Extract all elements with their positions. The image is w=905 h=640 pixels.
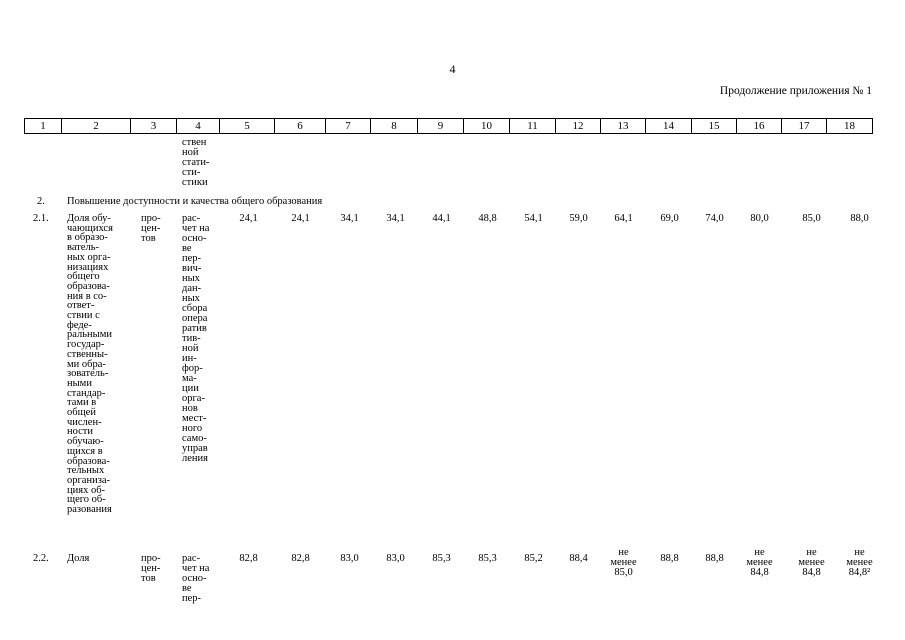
value-cell: не менее 84,8²	[846, 547, 873, 578]
header-cell: 4	[177, 119, 220, 134]
value-cell: 44,1	[432, 213, 451, 224]
continuation-note: Продолжение приложения № 1	[719, 85, 872, 97]
value-cell: 34,1	[386, 213, 405, 224]
unit: про- цен- тов	[141, 213, 161, 244]
header-cell: 17	[782, 119, 827, 134]
header-cell: 14	[646, 119, 692, 134]
value-cell: 48,8	[478, 213, 497, 224]
value-cell: 88,0	[850, 213, 869, 224]
header-cell: 10	[464, 119, 510, 134]
value-cell: 85,2	[524, 553, 543, 564]
value-cell: 83,0	[340, 553, 359, 564]
value-cell: не менее 84,8	[746, 547, 773, 578]
header-cell: 13	[601, 119, 646, 134]
value-cell: 88,4	[569, 553, 588, 564]
value-cell: 85,0	[802, 213, 821, 224]
value-cell: 24,1	[291, 213, 310, 224]
header-row	[25, 119, 873, 134]
header-cell: 9	[418, 119, 464, 134]
header-cell: 5	[220, 119, 275, 134]
header-cell: 15	[692, 119, 737, 134]
value-cell: 83,0	[386, 553, 405, 564]
value-cell: 69,0	[660, 213, 679, 224]
value-cell: 80,0	[750, 213, 769, 224]
indicator-name: Доля	[67, 553, 90, 564]
value-cell: 82,8	[291, 553, 310, 564]
value-cell: 54,1	[524, 213, 543, 224]
header-cell: 1	[25, 119, 62, 134]
value-cell: не менее 84,8	[798, 547, 825, 578]
value-cell: 85,3	[478, 553, 497, 564]
header-cell: 7	[326, 119, 371, 134]
value-cell: 88,8	[705, 553, 724, 564]
section-title: Повышение доступности и качества общего образования	[67, 196, 323, 207]
value-cell: 24,1	[239, 213, 258, 224]
row-number: 2.2.	[33, 553, 49, 564]
header-cell: 8	[371, 119, 418, 134]
header-cell: 12	[556, 119, 601, 134]
header-cell: 6	[275, 119, 326, 134]
column-number-header	[24, 118, 873, 134]
header-cell: 11	[510, 119, 556, 134]
value-cell: 34,1	[340, 213, 359, 224]
row-number: 2.1.	[33, 213, 49, 224]
page-number: 4	[449, 62, 456, 76]
indicator-name: Доля обу- чающихся в образо- ватель- ных орга- низациях общего образова- ния в со- ответ- ствии с феде- ральными государ- ственны- ми обра- зователь- ными стандар- тами в общей числен- ности обучаю- щихся в образова- тельных организа- циях об- щего об- разования	[67, 213, 113, 516]
value-cell: 74,0	[705, 213, 724, 224]
method-continuation: ствен ной стати- сти- стики	[182, 137, 210, 188]
value-cell: 85,3	[432, 553, 451, 564]
calculation-method: рас- чет на осно- ве пер- вич- ных дан- ных сбора опера ратив тив- ной ин- фор- ма- ции орга- нов мест- ного само- управ ления	[182, 213, 210, 464]
header-cell: 3	[131, 119, 177, 134]
value-cell: 88,8	[660, 553, 679, 564]
value-cell: 64,1	[614, 213, 633, 224]
header-cell: 18	[827, 119, 873, 134]
value-cell: 82,8	[239, 553, 258, 564]
header-cell: 2	[62, 119, 131, 134]
value-cell: не менее 85,0	[610, 547, 637, 578]
calculation-method: рас- чет на осно- ве пер-	[182, 553, 210, 604]
value-cell: 59,0	[569, 213, 588, 224]
header-cell: 16	[737, 119, 782, 134]
unit: про- цен- тов	[141, 553, 161, 584]
section-number: 2.	[37, 196, 45, 207]
